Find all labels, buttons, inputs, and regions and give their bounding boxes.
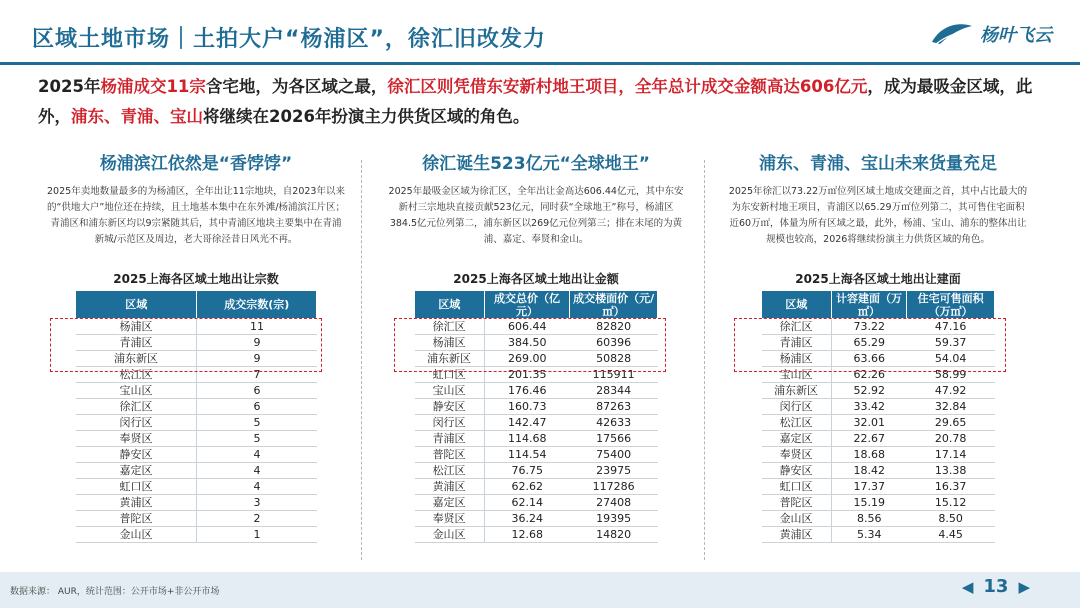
triangle-right-icon[interactable]: ▶ xyxy=(1018,577,1030,596)
table-cell: 76.75 xyxy=(484,463,570,479)
summary-paragraph xyxy=(38,72,1058,132)
table-title: 2025上海各区域土地出让宗数 xyxy=(113,272,279,286)
table-cell: 114.54 xyxy=(484,447,570,463)
page-number: 13 xyxy=(983,576,1009,597)
table-cell: 47.92 xyxy=(907,383,995,399)
table-row xyxy=(415,447,658,463)
table-row xyxy=(76,367,317,383)
table-title: 2025上海各区域土地出让建面 xyxy=(795,272,961,286)
table-cell: 5.34 xyxy=(831,527,907,543)
table-cell: 63.66 xyxy=(831,351,907,367)
table-row xyxy=(76,351,317,367)
table-row xyxy=(415,383,658,399)
table-cell: 闵行区 xyxy=(76,415,197,431)
leaf-logo-icon xyxy=(930,20,974,48)
table-cell: 3 xyxy=(197,495,317,511)
table-row xyxy=(76,335,317,351)
table-cell: 静安区 xyxy=(762,463,832,479)
column-supply xyxy=(718,150,1038,543)
table-cell: 42633 xyxy=(570,415,658,431)
table-row xyxy=(762,383,995,399)
table-row xyxy=(415,511,658,527)
table-cell: 宝山区 xyxy=(415,383,485,399)
table-cell: 52.92 xyxy=(831,383,907,399)
table-cell: 12.68 xyxy=(484,527,570,543)
table-header-cell: 区域 xyxy=(415,291,485,319)
brand-logo xyxy=(930,20,1052,48)
table-row xyxy=(76,447,317,463)
table-cell: 27408 xyxy=(570,495,658,511)
table-cell: 青浦区 xyxy=(415,431,485,447)
table-cell: 闵行区 xyxy=(415,415,485,431)
table-cell: 15.12 xyxy=(907,495,995,511)
table-cell: 201.35 xyxy=(484,367,570,383)
table-cell: 普陀区 xyxy=(415,447,485,463)
table-cell: 6 xyxy=(197,383,317,399)
land-area-table xyxy=(761,290,995,543)
table-cell: 73.22 xyxy=(831,319,907,335)
table-cell: 黄浦区 xyxy=(762,527,832,543)
table-cell: 11 xyxy=(197,319,317,335)
column-heading: 杨浦滨江依然是“香饽饽” xyxy=(99,154,293,174)
table-cell: 浦东新区 xyxy=(415,351,485,367)
table-header-cell: 计容建面（万㎡） xyxy=(831,291,907,319)
table-cell: 嘉定区 xyxy=(762,431,832,447)
table-row xyxy=(762,351,995,367)
table-cell: 闵行区 xyxy=(762,399,832,415)
table-cell: 9 xyxy=(197,351,317,367)
column-divider xyxy=(361,160,362,560)
column-yangpu xyxy=(36,150,356,543)
table-row xyxy=(762,319,995,335)
table-cell: 75400 xyxy=(570,447,658,463)
table-cell: 8.50 xyxy=(907,511,995,527)
table-cell: 29.65 xyxy=(907,415,995,431)
table-row xyxy=(76,319,317,335)
table-cell: 62.26 xyxy=(831,367,907,383)
table-cell: 4 xyxy=(197,447,317,463)
table-cell: 606.44 xyxy=(484,319,570,335)
summary-text: ，成为最吸金区域，此外， xyxy=(38,77,1033,126)
table-row xyxy=(762,335,995,351)
column-divider xyxy=(704,160,705,560)
table-cell: 17.14 xyxy=(907,447,995,463)
table-header-cell: 成交总价（亿元） xyxy=(484,291,570,319)
table-row xyxy=(415,463,658,479)
table-row xyxy=(415,479,658,495)
table-cell: 15.19 xyxy=(831,495,907,511)
table-cell: 60396 xyxy=(570,335,658,351)
table-cell: 4 xyxy=(197,479,317,495)
table-cell: 浦东新区 xyxy=(762,383,832,399)
table-cell: 奉贤区 xyxy=(762,447,832,463)
table-row xyxy=(762,367,995,383)
table-cell: 22.67 xyxy=(831,431,907,447)
table-cell: 17566 xyxy=(570,431,658,447)
table-row xyxy=(76,511,317,527)
table-row xyxy=(762,463,995,479)
table-row xyxy=(415,495,658,511)
table-cell: 114.68 xyxy=(484,431,570,447)
table-row xyxy=(762,527,995,543)
table-cell: 黄浦区 xyxy=(415,479,485,495)
summary-highlight-text: 徐汇区则凭借东安新村地王项目，全年总计成交金额高达606亿元 xyxy=(387,77,868,96)
table-cell: 青浦区 xyxy=(76,335,197,351)
table-cell: 65.29 xyxy=(831,335,907,351)
table-cell: 62.14 xyxy=(484,495,570,511)
table-cell: 杨浦区 xyxy=(762,351,832,367)
table-header-cell: 成交楼面价（元/㎡） xyxy=(570,291,658,319)
table-cell: 青浦区 xyxy=(762,335,832,351)
table-cell: 14820 xyxy=(570,527,658,543)
table-cell: 杨浦区 xyxy=(415,335,485,351)
summary-highlight-text: 浦东、青浦、宝山 xyxy=(71,107,203,126)
table-row xyxy=(415,319,658,335)
table-row xyxy=(76,431,317,447)
table-cell: 18.42 xyxy=(831,463,907,479)
table-row xyxy=(762,479,995,495)
table-cell: 普陀区 xyxy=(762,495,832,511)
table-row xyxy=(762,415,995,431)
table-cell: 160.73 xyxy=(484,399,570,415)
table-cell: 28344 xyxy=(570,383,658,399)
logo-text: 杨叶飞云 xyxy=(980,25,1052,46)
summary-text: 含宅地，为各区域之最， xyxy=(205,77,388,96)
footer-bar xyxy=(0,572,1080,608)
column-xuhui xyxy=(376,150,696,543)
table-row xyxy=(76,463,317,479)
table-cell: 普陀区 xyxy=(76,511,197,527)
table-cell: 静安区 xyxy=(415,399,485,415)
table-title: 2025上海各区域土地出让金额 xyxy=(453,272,619,286)
table-cell: 384.50 xyxy=(484,335,570,351)
table-cell: 黄浦区 xyxy=(76,495,197,511)
table-cell: 18.68 xyxy=(831,447,907,463)
table-cell: 176.46 xyxy=(484,383,570,399)
column-heading: 浦东、青浦、宝山未来货量充足 xyxy=(759,154,997,174)
table-cell: 7 xyxy=(197,367,317,383)
table-cell: 宝山区 xyxy=(762,367,832,383)
table-cell: 36.24 xyxy=(484,511,570,527)
table-cell: 杨浦区 xyxy=(76,319,197,335)
title-divider xyxy=(0,62,1080,65)
table-cell: 62.62 xyxy=(484,479,570,495)
table-cell: 82820 xyxy=(570,319,658,335)
table-cell: 金山区 xyxy=(762,511,832,527)
table-cell: 23975 xyxy=(570,463,658,479)
table-row xyxy=(76,399,317,415)
table-row xyxy=(76,383,317,399)
table-cell: 1 xyxy=(197,527,317,543)
table-header-cell: 成交宗数(宗) xyxy=(197,291,317,319)
table-cell: 50828 xyxy=(570,351,658,367)
land-count-table xyxy=(75,290,317,543)
table-cell: 32.01 xyxy=(831,415,907,431)
table-row xyxy=(415,527,658,543)
table-cell: 宝山区 xyxy=(76,383,197,399)
table-cell: 虹口区 xyxy=(762,479,832,495)
land-amount-table xyxy=(414,290,658,543)
table-cell: 47.16 xyxy=(907,319,995,335)
table-row xyxy=(415,431,658,447)
table-cell: 5 xyxy=(197,431,317,447)
table-cell: 33.42 xyxy=(831,399,907,415)
table-row xyxy=(76,495,317,511)
table-cell: 117286 xyxy=(570,479,658,495)
column-description: 2025年徐汇以73.22万㎡位列区域土地成交建面之首，其中占比最大的为东安新村地王项目，青浦区以65.29万㎡位列第二，其可售住宅面积近60万㎡，体量为所有区域之最，此外，杨浦、宝山、浦东的整体出让规模也较高，2026将继续扮演主力供货区域的角色。 xyxy=(728,186,1028,245)
table-cell: 59.37 xyxy=(907,335,995,351)
table-row xyxy=(762,495,995,511)
table-cell: 17.37 xyxy=(831,479,907,495)
table-row xyxy=(762,431,995,447)
page-title: 区域土地市场｜土拍大户“杨浦区”，徐汇旧改发力 xyxy=(32,27,546,52)
table-cell: 嘉定区 xyxy=(76,463,197,479)
table-cell: 115911 xyxy=(570,367,658,383)
table-cell: 20.78 xyxy=(907,431,995,447)
table-row xyxy=(415,351,658,367)
table-cell: 4.45 xyxy=(907,527,995,543)
table-cell: 松江区 xyxy=(76,367,197,383)
summary-highlight-text: 杨浦成交11宗 xyxy=(100,77,206,96)
source-note: 数据来源： AUR，统计范围：公开市场+非公开市场 xyxy=(10,587,220,597)
table-cell: 浦东新区 xyxy=(76,351,197,367)
table-cell: 32.84 xyxy=(907,399,995,415)
table-cell: 奉贤区 xyxy=(76,431,197,447)
table-cell: 142.47 xyxy=(484,415,570,431)
table-header-cell: 住宅可售面积（万㎡） xyxy=(907,291,995,319)
summary-text: 2025年 xyxy=(38,77,101,96)
table-row xyxy=(76,479,317,495)
table-cell: 5 xyxy=(197,415,317,431)
table-cell: 87263 xyxy=(570,399,658,415)
table-row xyxy=(415,335,658,351)
pager xyxy=(962,576,1030,597)
table-cell: 嘉定区 xyxy=(415,495,485,511)
table-row xyxy=(762,399,995,415)
table-cell: 269.00 xyxy=(484,351,570,367)
table-row xyxy=(76,527,317,543)
summary-text: 将继续在2026年扮演主力供货区域的角色。 xyxy=(203,107,530,126)
table-cell: 13.38 xyxy=(907,463,995,479)
table-cell: 奉贤区 xyxy=(415,511,485,527)
table-cell: 4 xyxy=(197,463,317,479)
table-cell: 54.04 xyxy=(907,351,995,367)
table-cell: 徐汇区 xyxy=(76,399,197,415)
table-cell: 虹口区 xyxy=(76,479,197,495)
table-cell: 徐汇区 xyxy=(762,319,832,335)
table-cell: 松江区 xyxy=(762,415,832,431)
table-row xyxy=(415,415,658,431)
table-cell: 8.56 xyxy=(831,511,907,527)
table-cell: 2 xyxy=(197,511,317,527)
table-cell: 16.37 xyxy=(907,479,995,495)
table-cell: 金山区 xyxy=(76,527,197,543)
column-description: 2025年最吸金区域为徐汇区，全年出让金高达606.44亿元，其中东安新村三宗地块直接贡献523亿元，同时获“全球地王”称号，杨浦区384.5亿元位列第二，浦东新区以269亿元位列第三；排在末尾的为黄浦、嘉定、奉贤和金山。 xyxy=(388,186,684,245)
table-cell: 徐汇区 xyxy=(415,319,485,335)
table-row xyxy=(415,367,658,383)
table-cell: 静安区 xyxy=(76,447,197,463)
table-cell: 松江区 xyxy=(415,463,485,479)
table-cell: 58.99 xyxy=(907,367,995,383)
table-cell: 虹口区 xyxy=(415,367,485,383)
table-header-cell: 区域 xyxy=(76,291,197,319)
table-cell: 6 xyxy=(197,399,317,415)
table-cell: 9 xyxy=(197,335,317,351)
table-row xyxy=(76,415,317,431)
table-cell: 金山区 xyxy=(415,527,485,543)
column-heading: 徐汇诞生523亿元“全球地王” xyxy=(422,154,650,174)
triangle-left-icon[interactable]: ◀ xyxy=(961,577,974,596)
table-cell: 19395 xyxy=(570,511,658,527)
table-header-cell: 区域 xyxy=(762,291,832,319)
table-row xyxy=(762,447,995,463)
table-row xyxy=(415,399,658,415)
table-row xyxy=(762,511,995,527)
column-description: 2025年卖地数量最多的为杨浦区，全年出让11宗地块，自2023年以来的“供地大户”地位还在持续，且土地基本集中在东外滩/杨浦滨江片区；青浦区和浦东新区均以9宗紧随其后，其中青浦区地块主要集中在青浦新城/示范区及周边，老大哥徐泾昔日风光不再。 xyxy=(46,186,346,245)
